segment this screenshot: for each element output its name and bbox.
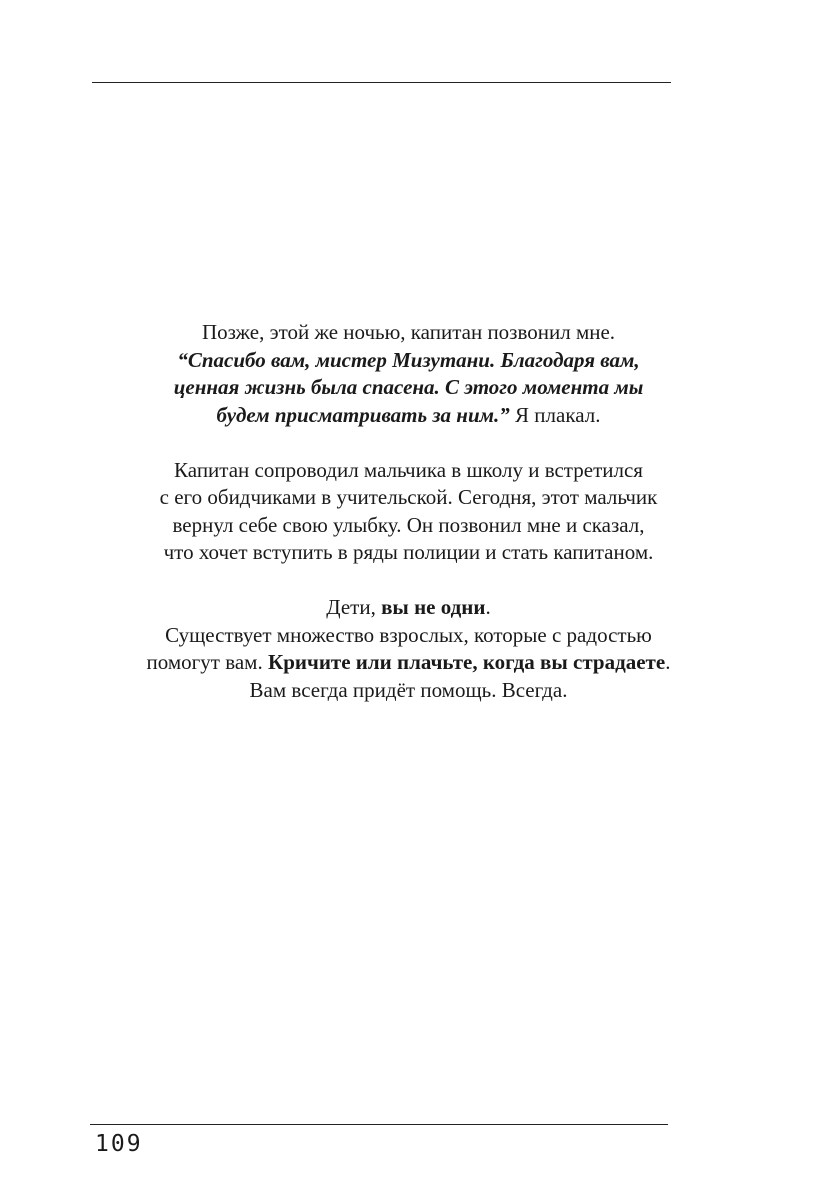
text-line: вернул себе свою улыбку. Он позвонил мне и сказал, — [172, 512, 645, 537]
paragraph-captain-call — [60, 319, 757, 429]
bold-fragment: Кричите или плачьте, когда вы страдаете — [267, 650, 666, 674]
quote-line: “Спасибо вам, мистер Мизутани. Благодаря вам, — [177, 347, 640, 372]
paragraph-gap — [60, 429, 757, 457]
text-fragment: Я плакал. — [509, 402, 601, 427]
text-fragment: Дети, — [326, 595, 382, 619]
text-fragment: . — [665, 650, 671, 674]
quote-fragment: будем присматривать за ним.” — [216, 402, 510, 427]
header-rule — [92, 82, 671, 83]
text-line: Вам всегда придёт помощь. Всегда. — [249, 677, 568, 702]
mixed-line — [60, 402, 757, 430]
text-line: что хочет вступить в ряды полиции и стать капитаном. — [163, 540, 654, 564]
page-number: 109 — [95, 1131, 143, 1157]
text-line: Существует множество взрослых, которые с радостью — [165, 622, 652, 647]
page-body — [60, 319, 757, 704]
quote-line: ценная жизнь была спасена. С этого момента мы — [173, 375, 644, 399]
footer-rule — [90, 1124, 668, 1125]
text-fragment: помогут вам. — [146, 650, 268, 674]
paragraph-school — [60, 457, 757, 567]
paragraph-gap — [60, 567, 757, 595]
mixed-line — [60, 649, 757, 677]
text-line: с его обидчиками в учительской. Сегодня, этот мальчик — [159, 485, 658, 509]
text-fragment: . — [485, 595, 491, 619]
text-line: Капитан сопроводил мальчика в школу и встретился — [174, 457, 643, 482]
bold-fragment: вы не одни — [381, 595, 486, 619]
text-line: Позже, этой же ночью, капитан позвонил мне. — [201, 320, 616, 344]
mixed-line — [60, 594, 757, 622]
paragraph-children — [60, 594, 757, 704]
